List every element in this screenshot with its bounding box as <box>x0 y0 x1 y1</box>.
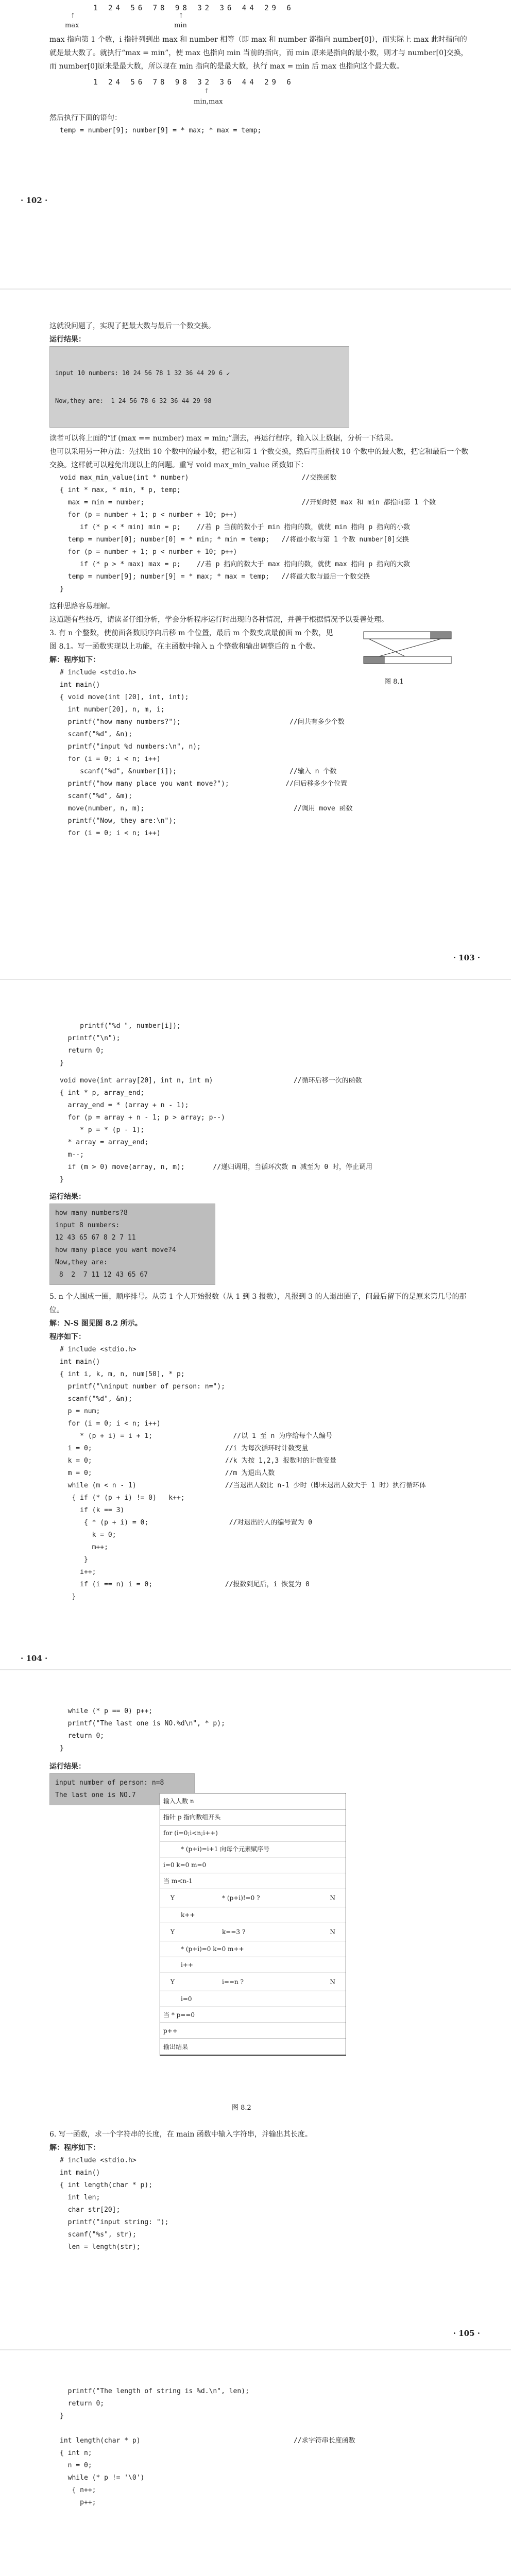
code-line: k = 0; //k 为按 1,2,3 报数时的计数变量 <box>60 1457 336 1465</box>
question-5: 5. n 个人围成一圈，顺序排号。从第 1 个人开始报数（从 1 到 3 报数），凡报到 3 的人退出圈子，问最后留下的是原来第几号的那位。 <box>49 1293 467 1314</box>
code-line: printf("\ninput number of person: n="); <box>60 1383 225 1391</box>
flow-no-label: N <box>330 1928 335 1936</box>
code-line: Now,they are: <box>55 1259 108 1266</box>
page-separator <box>0 1669 511 1670</box>
code-line: if (i == n) i = 0; //报数到尾后，i 恢复为 0 <box>60 1581 310 1588</box>
page-1 <box>0 0 511 289</box>
code-line: } <box>60 1556 88 1564</box>
code-line: len = length(str); <box>60 2243 141 2251</box>
label-min: min <box>174 22 187 29</box>
code-line: } <box>60 1059 64 1067</box>
flow-yes-label: Y <box>171 1978 175 1986</box>
label-min-max: min,max <box>194 98 223 106</box>
flowchart-row: k++ <box>160 1907 346 1923</box>
run-title: 运行结果： <box>49 1762 86 1771</box>
code-line: scanf("%d", &n); <box>60 1395 132 1403</box>
page-separator <box>0 2349 511 2350</box>
code-line: while (* p != '\0') <box>60 2474 145 2482</box>
flowchart-row: for (i=0;i<n;i++) <box>160 1825 346 1841</box>
code-line: int main() <box>60 2169 100 2177</box>
page-4 <box>0 1690 511 2349</box>
flowchart-row: p++ <box>160 2023 346 2039</box>
code-line: { if (* (p + i) != 0) k++; <box>60 1494 185 1502</box>
code-line: printf("input %d numbers:\n", n); <box>60 743 201 751</box>
code-block <box>60 1705 472 1755</box>
code-line: } <box>60 1176 64 1183</box>
flow-no-label: N <box>330 1978 335 1986</box>
code-line: scanf("%d", &number[i]); //输入 n 个数 <box>60 768 337 775</box>
page-number: · 102 · <box>21 196 48 205</box>
flowchart-row: i=0 <box>160 1991 346 2007</box>
page-number: · 104 · <box>21 1654 48 1663</box>
code-block <box>60 2385 472 2509</box>
code-line: input number of person: n=8 <box>55 1779 164 1787</box>
code-line: p = num; <box>60 1408 100 1415</box>
number-row-top: 1 24 56 78 98 32 36 44 29 6 <box>93 4 294 12</box>
run-output <box>49 346 349 428</box>
code-line: char str[20]; <box>60 2206 121 2214</box>
flowchart-row: * (p+i)=0 k=0 m++ <box>160 1941 346 1957</box>
code-line: { n++; <box>60 2486 96 2494</box>
code-line: return 0; <box>60 1732 105 1740</box>
paragraph: 然后执行下面的语句： <box>49 114 122 122</box>
flowchart-row: i++ <box>160 1957 346 1973</box>
code-line: m++; <box>60 1544 108 1551</box>
page-separator <box>0 289 511 290</box>
paragraph: 这种思路容易理解。 <box>49 602 114 611</box>
code-block <box>60 472 472 596</box>
code-line: for (i = 0; i < n; i++) <box>60 829 161 837</box>
code-line: printf("The length of string is %d.\n", len); <box>60 2387 249 2395</box>
code-line: printf("input string: "); <box>60 2218 169 2226</box>
code-line: how many numbers?8 <box>55 1209 128 1217</box>
code-line: printf("\n"); <box>60 1035 121 1042</box>
code-line: how many place you want move?4 <box>55 1246 176 1254</box>
solution-label: 解：程序如下： <box>49 656 100 664</box>
code-line: } <box>60 2412 64 2420</box>
run-output <box>49 1204 215 1285</box>
figure-hatched <box>431 632 451 639</box>
code-line: void max_min_value(int * number) //交换函数 <box>60 474 337 482</box>
code-line: * array = array_end; <box>60 1139 149 1146</box>
page-number: · 103 · <box>453 953 480 962</box>
code-line <box>60 2422 472 2435</box>
code-line: printf("%d ", number[i]); <box>60 1022 181 1030</box>
code-line: k = 0; <box>60 1531 116 1539</box>
flow-yes-label: Y <box>171 1928 175 1936</box>
code-line: for (i = 0; i < n; i++) <box>60 755 161 763</box>
figure-caption: 图 8.1 <box>384 678 404 686</box>
run-title: 运行结果： <box>49 1193 86 1201</box>
code-line: * (p + i) = i + 1; //以 1 至 n 为序给每个人编号 <box>60 1432 333 1440</box>
code-line: for (i = 0; i < n; i++) <box>60 1420 161 1428</box>
pointer-labels-bottom <box>49 87 338 111</box>
code-line: p++; <box>60 2499 96 2506</box>
code-line: { * (p + i) = 0; //对退出的人的编号置为 0 <box>60 1519 313 1527</box>
code-line: if (* p < * min) min = p; //若 p 当前的数小于 min 指向的数，就使 min 指向 p 指向的小数 <box>60 523 410 531</box>
code-line: for (p = number + 1; p < number + 10; p++) <box>60 548 237 556</box>
code-line: int len; <box>60 2194 100 2201</box>
page-3 <box>0 999 511 1669</box>
code-line: temp = number[9]; number[9] = * max; * max = temp; <box>60 127 262 134</box>
code-line: * p = * (p - 1); <box>60 1126 145 1134</box>
code-line: # include <stdio.h> <box>60 1346 137 1353</box>
flowchart-row: 指针 p 指向数组开头 <box>160 1809 346 1825</box>
flowchart-row: 输出结果 <box>160 2039 346 2055</box>
code-line: int main() <box>60 681 100 689</box>
code-line: printf("The last one is NO.%d\n", * p); <box>60 1720 225 1727</box>
flowchart-row: i==n ? Y N <box>160 1973 346 1991</box>
code-line: { int * p, array_end; <box>60 1089 145 1097</box>
code-line: for (p = number + 1; p < number + 10; p++) <box>60 511 237 519</box>
code-line: if (* p > * max) max = p; //若 p 指向的数大于 max 指向的数，就使 max 指向 p 指向的大数 <box>60 561 410 568</box>
page-5 <box>0 2370 511 2576</box>
program-label: 程序如下： <box>49 1333 86 1341</box>
code-line: printf("how many numbers?"); //问共有多少个数 <box>60 718 345 726</box>
code-line: } <box>60 1744 64 1752</box>
code-line: int length(char * p) //求字符串长度函数 <box>60 2437 355 2445</box>
code-line: if (m > 0) move(array, n, m); //递归调用，当循环次数 m 减至为 0 时，停止调用 <box>60 1163 373 1171</box>
code-line: m--; <box>60 1151 84 1159</box>
flowchart-rows <box>160 1793 346 2055</box>
code-line: 12 43 65 67 8 2 7 11 <box>55 1234 136 1242</box>
code-line: while (* p == 0) p++; <box>60 1707 153 1715</box>
code-line: temp = number[0]; number[0] = * min; * min = temp; //将最小数与第 1 个数 number[0]交换 <box>60 536 409 544</box>
paragraph: 也可以采用另一种方法：先找出 10 个数中的最小数，把它和第 1 个数交换，然后再重新找 10 个数中的最大数，把它和最后一个数交换。这样就可以避免出现以上的问题。重写 void max_min_value 函数如下： <box>49 448 469 469</box>
code-line: return 0; <box>60 1047 105 1055</box>
arrow-up-icon: ↑ <box>70 12 76 20</box>
code-line: # include <stdio.h> <box>60 2157 137 2164</box>
flowchart-row: * (p+i)!=0 ? Y N <box>160 1889 346 1907</box>
page-number: · 105 · <box>453 2329 480 2338</box>
figure-hatched <box>364 656 384 664</box>
code-line: max = min = number; //开始时使 max 和 min 都指向第 1 个数 <box>60 499 436 506</box>
code-line: { void move(int [20], int, int); <box>60 693 189 701</box>
code-line: } <box>60 1593 76 1601</box>
label-max: max <box>65 22 79 29</box>
paragraph: 读者可以将上面的“if (max == number) max = min;”删去，再运行程序，输入以上数据，分析一下结果。 <box>49 434 398 443</box>
code-line: m = 0; //m 为退出人数 <box>60 1469 275 1477</box>
code-block <box>60 1020 472 1070</box>
flowchart-row: i=0 k=0 m=0 <box>160 1857 346 1873</box>
code-line: { int length(char * p); <box>60 2181 153 2189</box>
code-line: i++; <box>60 1568 96 1576</box>
code-line: The last one is NO.7 <box>55 1791 136 1799</box>
code-line: input 8 numbers: <box>55 1222 120 1229</box>
code-line: { int * max, * min, * p, temp; <box>60 486 181 494</box>
output-line: Now,they are: 1 24 56 78 6 32 36 44 29 98 <box>55 397 212 404</box>
code-line: # include <stdio.h> <box>60 669 137 676</box>
code-line: array_end = * (array + n - 1); <box>60 1101 189 1109</box>
paragraph: max 指向第 1 个数，i 指针列到出 max 和 number 相等（即 max 和 number 都指向 number[0]），而实际上 max 此时指向的就是最大数了。就执行“max = min”，使 max 也指向 min 当前的指向，而 min 原来是指向的最小数，则才与 number[0]交换，而 number[0]原来是最大数，所以现在 min 指向的是最大数，执行 max = min 后 max 也指向这个最大数。 <box>49 36 468 71</box>
ns-flowchart <box>160 1793 346 2056</box>
flowchart-row: 当 * p==0 <box>160 2007 346 2023</box>
solution-label: 解：N-S 图见图 8.2 所示。 <box>49 1319 142 1328</box>
code-line: printf("Now, they are:\n"); <box>60 817 177 825</box>
code-line: int main() <box>60 1358 100 1366</box>
arrow-up-icon: ↑ <box>204 88 210 95</box>
code-line: 8 2 7 11 12 43 65 67 <box>55 1271 148 1279</box>
paragraph: 这就没问题了，实现了把最大数与最后一个数交换。 <box>49 322 215 330</box>
figure-8-1 <box>359 626 462 678</box>
output-line: input 10 numbers: 10 24 56 78 1 32 36 44 29 6 ↙ <box>55 369 230 377</box>
code-block <box>60 1075 472 1186</box>
code-line: { int i, k, m, n, num[50], * p; <box>60 1370 185 1378</box>
code-line: void move(int array[20], int n, int m) //循环后移一次的函数 <box>60 1077 362 1084</box>
flow-no-label: N <box>330 1894 335 1902</box>
code-line: n = 0; <box>60 2462 92 2469</box>
number-row-bottom: 1 24 56 78 98 32 36 44 29 6 <box>93 78 294 87</box>
code-line: for (p = array + n - 1; p > array; p--) <box>60 1114 225 1122</box>
code-line: scanf("%s", str); <box>60 2231 137 2239</box>
solution-label: 解：程序如下： <box>49 2144 100 2152</box>
arrow-up-icon: ↑ <box>178 12 184 20</box>
code-block <box>60 1344 472 1603</box>
page-2 <box>0 309 511 979</box>
flowchart-row: 当 m<n-1 <box>160 1873 346 1889</box>
flowchart-row: * (p+i)=i+1 向每个元素赋序号 <box>160 1841 346 1857</box>
question-3: 3. 有 n 个整数，使前面各数顺序向后移 m 个位置，最后 m 个数变成最前面 m 个数，见图 8.1。写一函数实现以上功能，在主函数中输入 n 个整数和输出调整后的 n 个数。 <box>49 629 333 651</box>
paragraph: 这道题有些技巧，请读者仔细分析，学会分析程序运行时出现的各种情况，并善于根据情况予以妥善处理。 <box>49 616 388 624</box>
code-line: printf("how many place you want move?"); //问后移多少个位置 <box>60 780 347 788</box>
figure-line <box>369 639 405 656</box>
code-line: scanf("%d", &m); <box>60 792 132 800</box>
code-line: move(number, n, m); //调用 move 函数 <box>60 805 353 812</box>
flow-yes-label: Y <box>171 1894 175 1902</box>
flowchart-row: 输入人数 n <box>160 1793 346 1809</box>
page-separator <box>0 979 511 980</box>
code-line: i = 0; //i 为每次循环时计数变量 <box>60 1445 309 1452</box>
code-block <box>60 667 472 840</box>
code-line: while (m < n - 1) //当退出人数比 n-1 少时（即未退出人数大于 1 时）执行循环体 <box>60 1482 427 1489</box>
code-line: scanf("%d", &n); <box>60 731 132 738</box>
pointer-labels-top <box>49 12 338 33</box>
run-title: 运行结果： <box>49 335 86 344</box>
code-line: int number[20], n, m, i; <box>60 706 165 714</box>
code-line: return 0; <box>60 2400 105 2408</box>
flowchart-row: k==3 ? Y N <box>160 1923 346 1941</box>
code-line: { int n; <box>60 2449 92 2457</box>
code-line: } <box>60 585 64 593</box>
code-block <box>60 2155 472 2253</box>
code-line: if (k == 3) <box>60 1506 125 1514</box>
figure-line <box>379 639 441 656</box>
question-6: 6. 写一函数，求一个字符串的长度，在 main 函数中输入字符串，并输出其长度。 <box>49 2130 312 2139</box>
figure-caption: 图 8.2 <box>232 2104 251 2112</box>
code-line: temp = number[9]; number[9] = * max; * max = temp; //将最大数与最后一个数交换 <box>60 573 370 581</box>
